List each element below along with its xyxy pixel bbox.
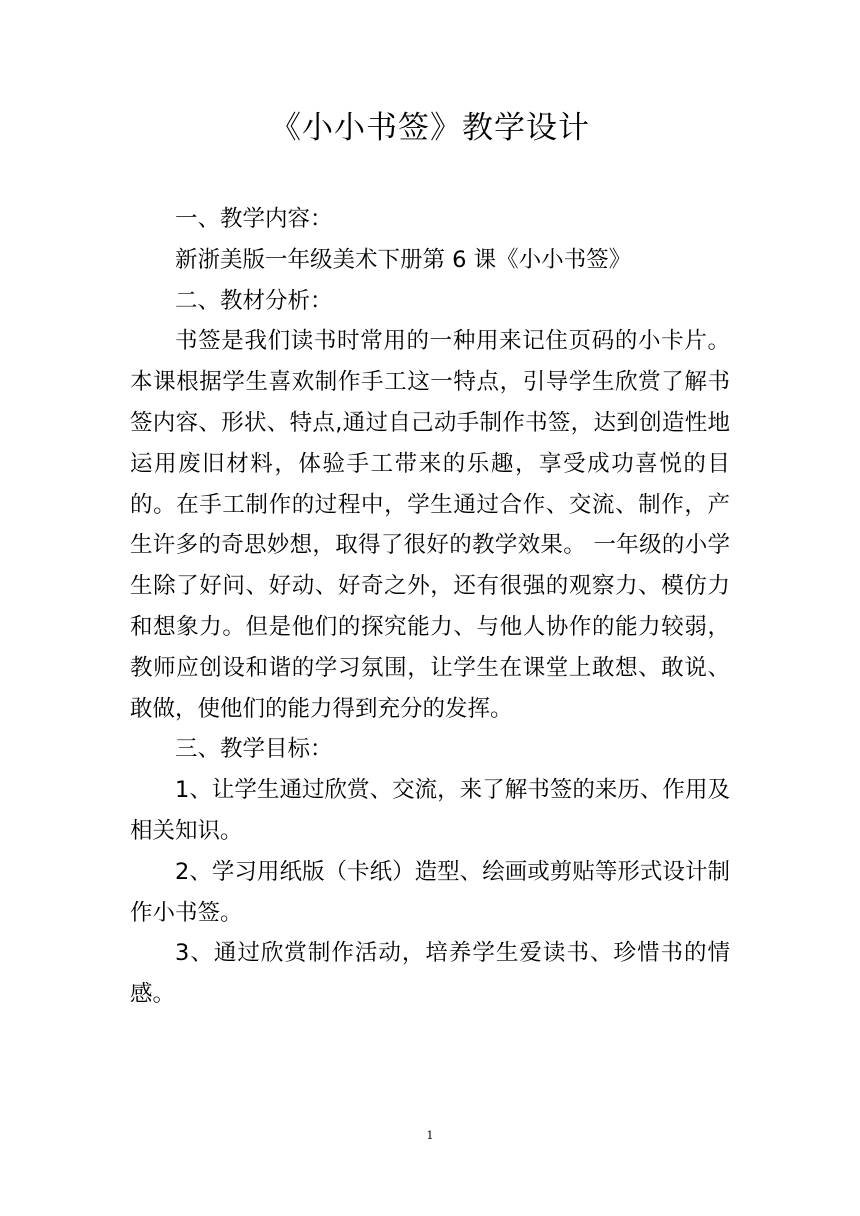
goal-item-1: 1、让学生通过欣赏、交流，来了解书签的来历、作用及相关知识。 [130,777,730,844]
analysis-paragraph: 书签是我们读书时常用的一种用来记住页码的小卡片。本课根据学生喜欢制作手工这一特点，引导学生欣赏了解书签内容、形状、特点,通过自己动手制作书签，达到创造性地运用废旧材料，体验手工带来的乐趣，享受成功喜悦的目的。在手工制作的过程中，学生通过合作、交流、制作，产生许多的奇思妙想，取得了很好的教学效果。 一年级的小学生除了好问、好动、好奇之外，还有很强的观察力、模仿力和想象力。但是他们的探究能力、与他人协作的能力较弱，教师应创设和谐的学习氛围，让学生在课堂上敢想、敢说、敢做，使他们的能力得到充分的发挥。 [130,328,730,722]
section-heading-analysis: 二、教材分析： [175,287,333,314]
content-paragraph: 新浙美版一年级美术下册第 6 课《小小书签》 [175,246,632,273]
document-title: 《小小书签》教学设计 [270,110,590,146]
document-body [130,199,730,1015]
goal-item-2: 2、学习用纸版（卡纸）造型、绘画或剪贴等形式设计制作小书签。 [130,858,730,926]
section-heading-content: 一、教学内容： [175,206,333,232]
goal-item-3: 3、通过欣赏制作活动，培养学生爱读书、珍惜书的情感。 [130,940,730,1008]
section-heading-goals: 三、教学目标： [175,736,333,763]
page-number: 1 [426,1129,434,1142]
